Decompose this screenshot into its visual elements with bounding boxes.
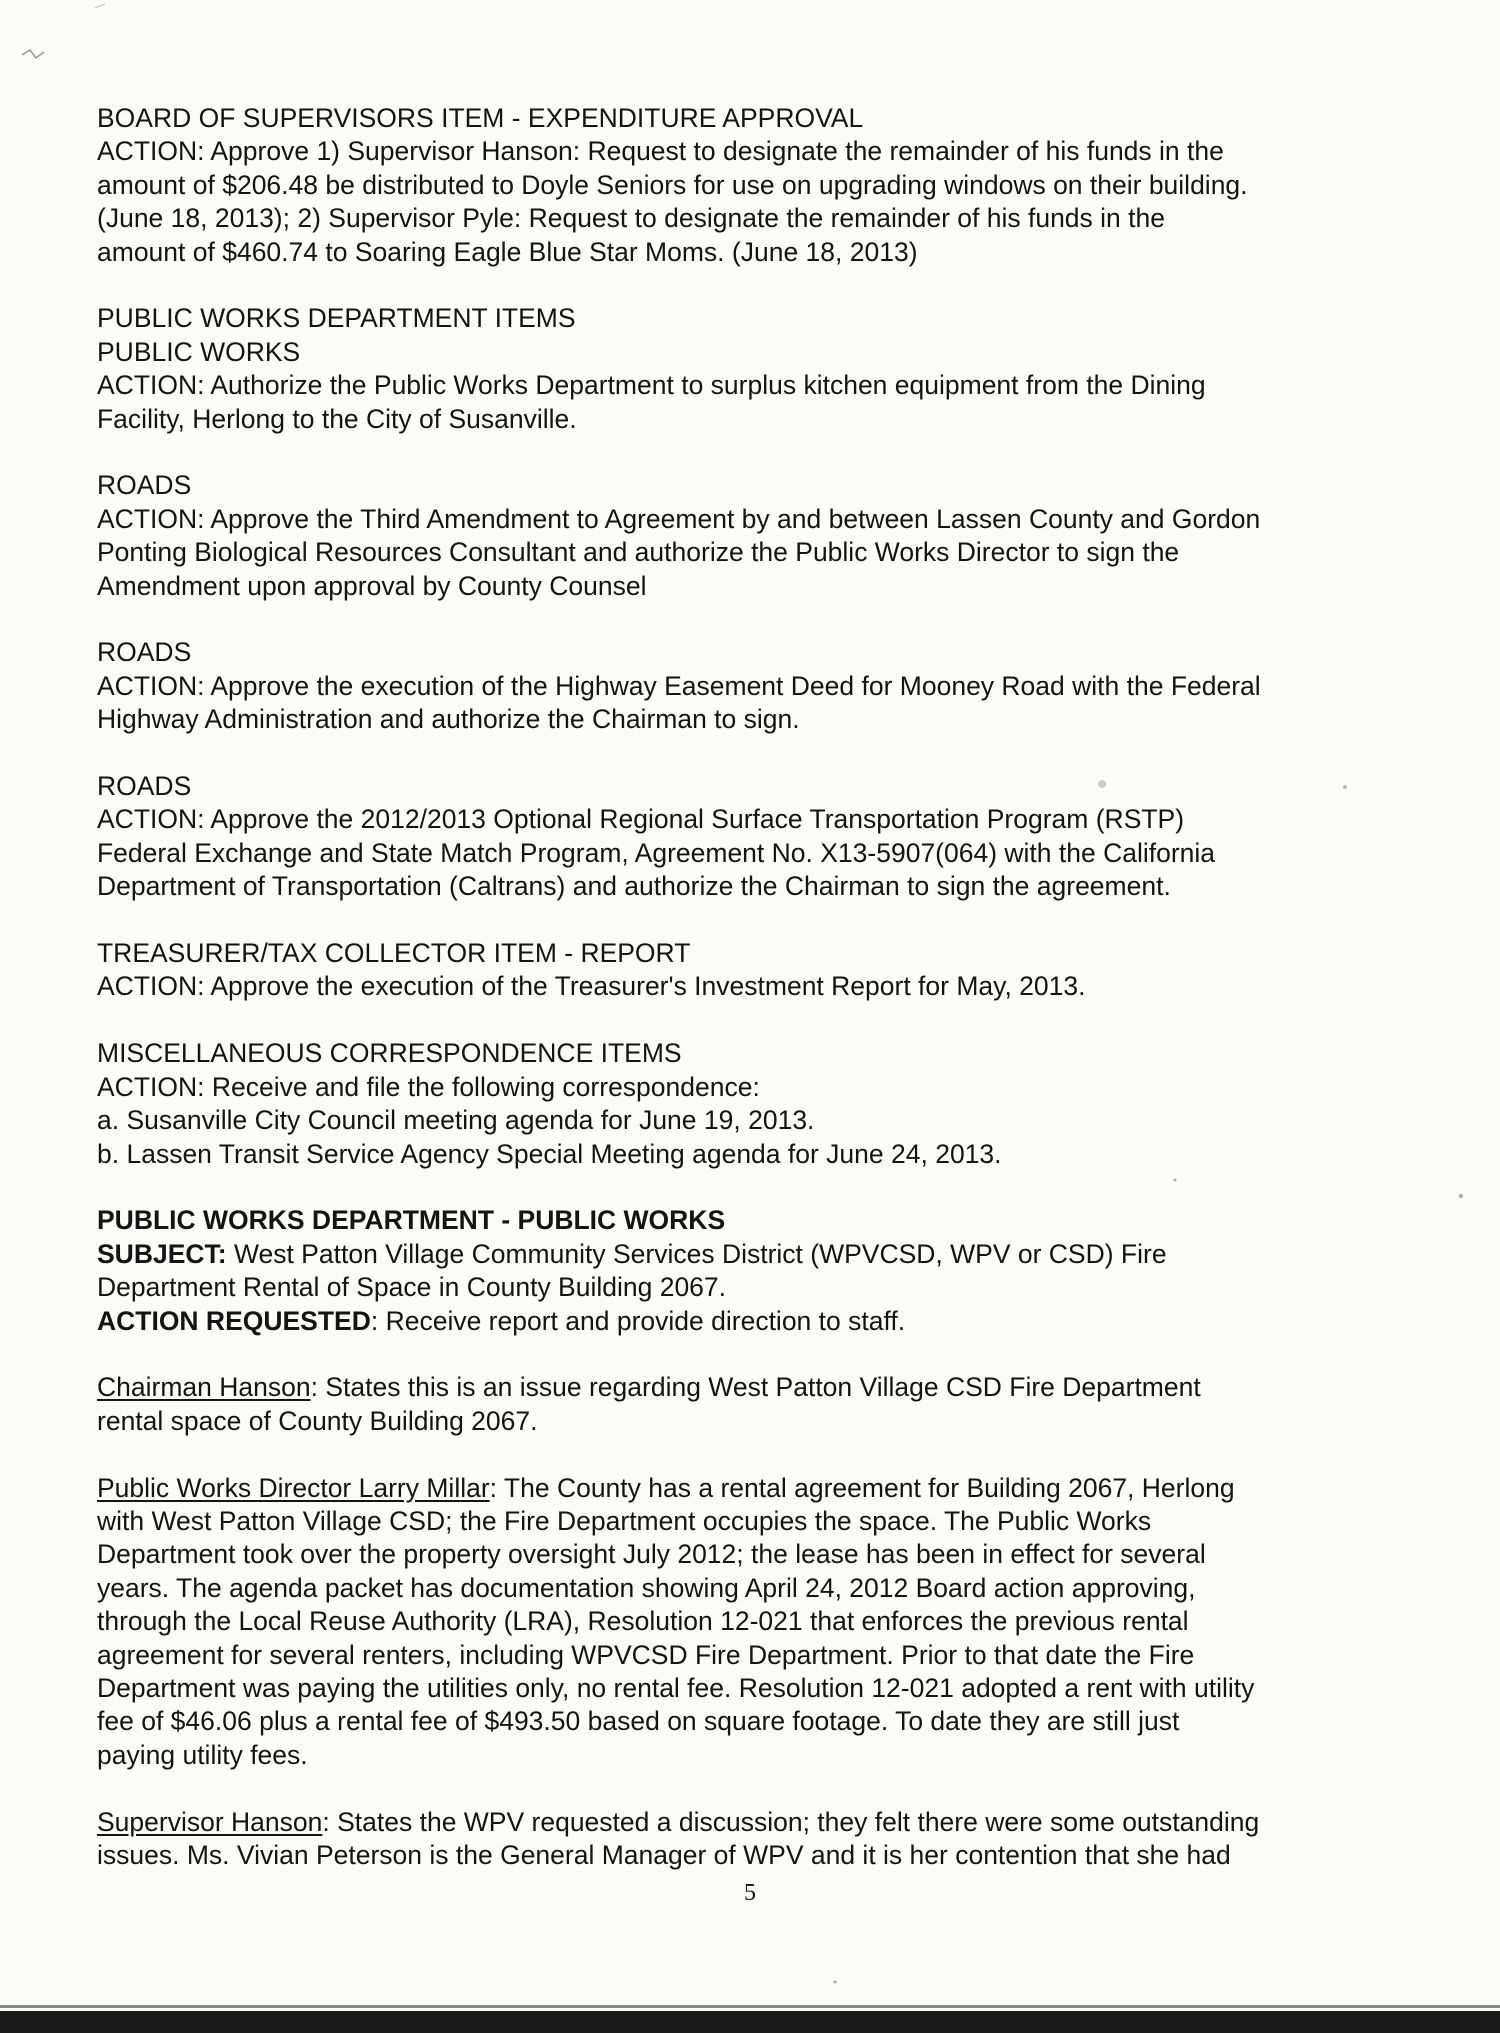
speaker-name: Public Works Director Larry Millar xyxy=(97,1472,490,1503)
action-line: (June 18, 2013); 2) Supervisor Pyle: Request to designate the remainder of his funds in the xyxy=(97,203,1165,234)
section-heading: TREASURER/TAX COLLECTOR ITEM - REPORT xyxy=(97,938,691,969)
paragraph-director xyxy=(97,1472,1417,1773)
paragraph-text: : The County has a rental agreement for Building 2067, Herlong xyxy=(489,1472,1235,1503)
paragraph-text: Department was paying the utilities only, no rental fee. Resolution 12-021 adopted a rent with utility xyxy=(97,1672,1255,1703)
paragraph-text: agreement for several renters, including WPVCSD Fire Department. Prior to that date the Fire xyxy=(97,1639,1195,1670)
action-line: Federal Exchange and State Match Program, Agreement No. X13-5907(064) with the California xyxy=(97,837,1216,868)
paragraph-chairman xyxy=(97,1371,1417,1438)
action-line: Department of Transportation (Caltrans) and authorize the Chairman to sign the agreement. xyxy=(97,871,1171,902)
subject-line xyxy=(97,1238,1417,1271)
action-line: Amendment upon approval by County Counsel xyxy=(97,570,647,601)
list-item: a. Susanville City Council meeting agenda for June 19, 2013. xyxy=(97,1105,815,1136)
section-heading: MISCELLANEOUS CORRESPONDENCE ITEMS xyxy=(97,1038,682,1069)
section-heading: ROADS xyxy=(97,771,192,802)
paragraph-text: fee of $46.06 plus a rental fee of $493.50 based on square footage. To date they are still just xyxy=(97,1706,1180,1737)
section-heading: ROADS xyxy=(97,637,192,668)
section-public-works-items xyxy=(97,302,1417,436)
paragraph-text: rental space of County Building 2067. xyxy=(97,1405,538,1436)
section-heading: PUBLIC WORKS DEPARTMENT - PUBLIC WORKS xyxy=(97,1205,726,1236)
action-requested-line xyxy=(97,1305,1417,1338)
action-line: ACTION: Approve 1) Supervisor Hanson: Request to designate the remainder of his funds in the xyxy=(97,136,1224,167)
paragraph-text: : States this is an issue regarding West Patton Village CSD Fire Department xyxy=(310,1372,1201,1403)
scan-bottom-bar xyxy=(0,2011,1500,2033)
section-treasurer xyxy=(97,937,1417,1004)
paragraph-text: issues. Ms. Vivian Peterson is the General Manager of WPV and it is her contention that she had xyxy=(97,1839,1231,1870)
action-requested-text: : Receive report and provide direction to staff. xyxy=(370,1305,906,1336)
document-page xyxy=(97,102,1417,1872)
action-line: Highway Administration and authorize the Chairman to sign. xyxy=(97,704,800,735)
action-line: ACTION: Authorize the Public Works Department to surplus kitchen equipment from the Dining xyxy=(97,370,1206,401)
action-requested-label: ACTION REQUESTED xyxy=(97,1305,371,1336)
action-line: amount of $460.74 to Soaring Eagle Blue Star Moms. (June 18, 2013) xyxy=(97,236,918,267)
section-roads-3 xyxy=(97,770,1417,904)
paragraph-text: through the Local Reuse Authority (LRA), Resolution 12-021 that enforces the previous rental xyxy=(97,1606,1189,1637)
page-number: 5 xyxy=(744,1880,756,1906)
speaker-name: Supervisor Hanson xyxy=(97,1806,323,1837)
action-line: ACTION: Approve the 2012/2013 Optional Regional Surface Transportation Program (RSTP) xyxy=(97,804,1185,835)
paragraph-text: years. The agenda packet has documentation showing April 24, 2012 Board action approving, xyxy=(97,1572,1196,1603)
section-miscellaneous xyxy=(97,1037,1417,1171)
section-public-works-public-works xyxy=(97,1204,1417,1338)
section-heading: PUBLIC WORKS DEPARTMENT ITEMS xyxy=(97,303,576,334)
scan-edge-line xyxy=(0,2005,1500,2008)
subject-line: Department Rental of Space in County Building 2067. xyxy=(97,1272,727,1303)
paragraph-text: with West Patton Village CSD; the Fire Department occupies the space. The Public Works xyxy=(97,1505,1152,1536)
section-heading: BOARD OF SUPERVISORS ITEM - EXPENDITURE APPROVAL xyxy=(97,103,864,133)
action-line: ACTION: Approve the Third Amendment to Agreement by and between Lassen County and Gordon xyxy=(97,503,1261,534)
paragraph-text: paying utility fees. xyxy=(97,1739,308,1770)
action-line: ACTION: Approve the execution of the Highway Easement Deed for Mooney Road with the Federal xyxy=(97,670,1261,701)
paragraph-supervisor xyxy=(97,1806,1417,1873)
action-line: amount of $206.48 be distributed to Doyle Seniors for use on upgrading windows on their building. xyxy=(97,169,1248,200)
action-line: ACTION: Receive and file the following correspondence: xyxy=(97,1071,760,1102)
paragraph-text: : States the WPV requested a discussion; they felt there were some outstanding xyxy=(322,1806,1260,1837)
subject-label: SUBJECT: xyxy=(97,1238,227,1269)
subject-text: West Patton Village Community Services District (WPVCSD, WPV or CSD) Fire xyxy=(226,1238,1167,1269)
action-line: ACTION: Approve the execution of the Treasurer's Investment Report for May, 2013. xyxy=(97,971,1086,1002)
action-line: Ponting Biological Resources Consultant and authorize the Public Works Director to sign the xyxy=(97,537,1180,568)
action-line: Facility, Herlong to the City of Susanville. xyxy=(97,403,577,434)
section-subheading: PUBLIC WORKS xyxy=(97,336,301,367)
paragraph-text: Department took over the property oversight July 2012; the lease has been in effect for several xyxy=(97,1539,1206,1570)
section-heading: ROADS xyxy=(97,470,192,501)
section-roads-1 xyxy=(97,469,1417,603)
section-board-of-supervisors xyxy=(97,102,1417,269)
speaker-name: Chairman Hanson xyxy=(97,1372,311,1403)
list-item: b. Lassen Transit Service Agency Special Meeting agenda for June 24, 2013. xyxy=(97,1138,1002,1169)
section-roads-2 xyxy=(97,636,1417,736)
